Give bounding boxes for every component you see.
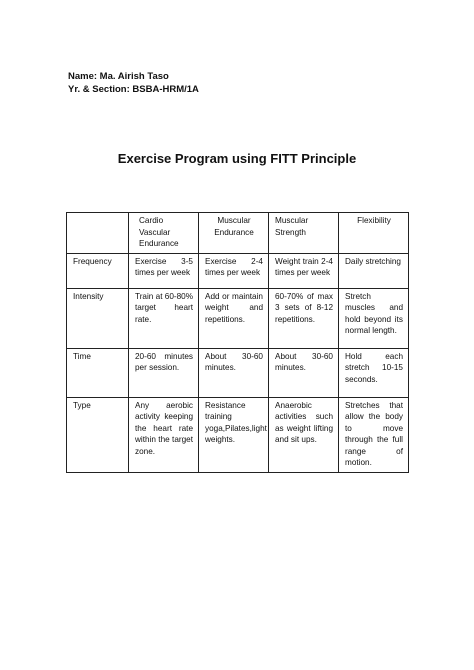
header-cell-cardio: Cardio Vascular Endurance: [129, 213, 199, 254]
row-label-frequency: Frequency: [67, 253, 129, 288]
student-info: [68, 70, 199, 96]
table-cell: About 30-60 minutes.: [199, 348, 269, 397]
table-cell: Any aerobic activity keeping the heart rate within the target zone.: [129, 397, 199, 472]
document-title: Exercise Program using FITT Principle: [117, 151, 357, 166]
table-cell: Exercise 2-4 times per week: [199, 253, 269, 288]
table-cell: 60-70% of max 3 sets of 8-12 repetitions.: [269, 288, 339, 348]
table-header-row: [67, 213, 409, 254]
table-cell: Anaerobic activities such as weight lifting and sit ups.: [269, 397, 339, 472]
table-cell: 20-60 minutes per session.: [129, 348, 199, 397]
table-cell: Hold each stretch 10-15 seconds.: [339, 348, 409, 397]
row-label-type: Type: [67, 397, 129, 472]
table-cell: Daily stretching: [339, 253, 409, 288]
table-cell: Exercise 3-5 times per week: [129, 253, 199, 288]
table-row: [67, 253, 409, 288]
table-cell: About 30-60 minutes.: [269, 348, 339, 397]
header-cell-flexibility: Flexibility: [339, 213, 409, 254]
table-row: [67, 288, 409, 348]
row-label-intensity: Intensity: [67, 288, 129, 348]
header-cell-empty: [67, 213, 129, 254]
table-row: [67, 348, 409, 397]
table-row: [67, 397, 409, 472]
table-cell: Stretches that allow the body to move through the full range of motion.: [339, 397, 409, 472]
table-cell: Train at 60-80% target heart rate.: [129, 288, 199, 348]
table-cell: Resistance training yoga,Pilates,light weights.: [199, 397, 269, 472]
table-cell: Add or maintain weight and repetitions.: [199, 288, 269, 348]
fitt-table: [66, 212, 409, 473]
header-cell-muscular-strength: Muscular Strength: [269, 213, 339, 254]
student-section: Yr. & Section: BSBA-HRM/1A: [68, 84, 199, 95]
row-label-time: Time: [67, 348, 129, 397]
table-cell: Stretch muscles and hold beyond its normal length.: [339, 288, 409, 348]
table-cell: Weight train 2-4 times per week: [269, 253, 339, 288]
header-cell-muscular-endurance: Muscular Endurance: [199, 213, 269, 254]
student-name: Name: Ma. Airish Taso: [68, 71, 169, 82]
